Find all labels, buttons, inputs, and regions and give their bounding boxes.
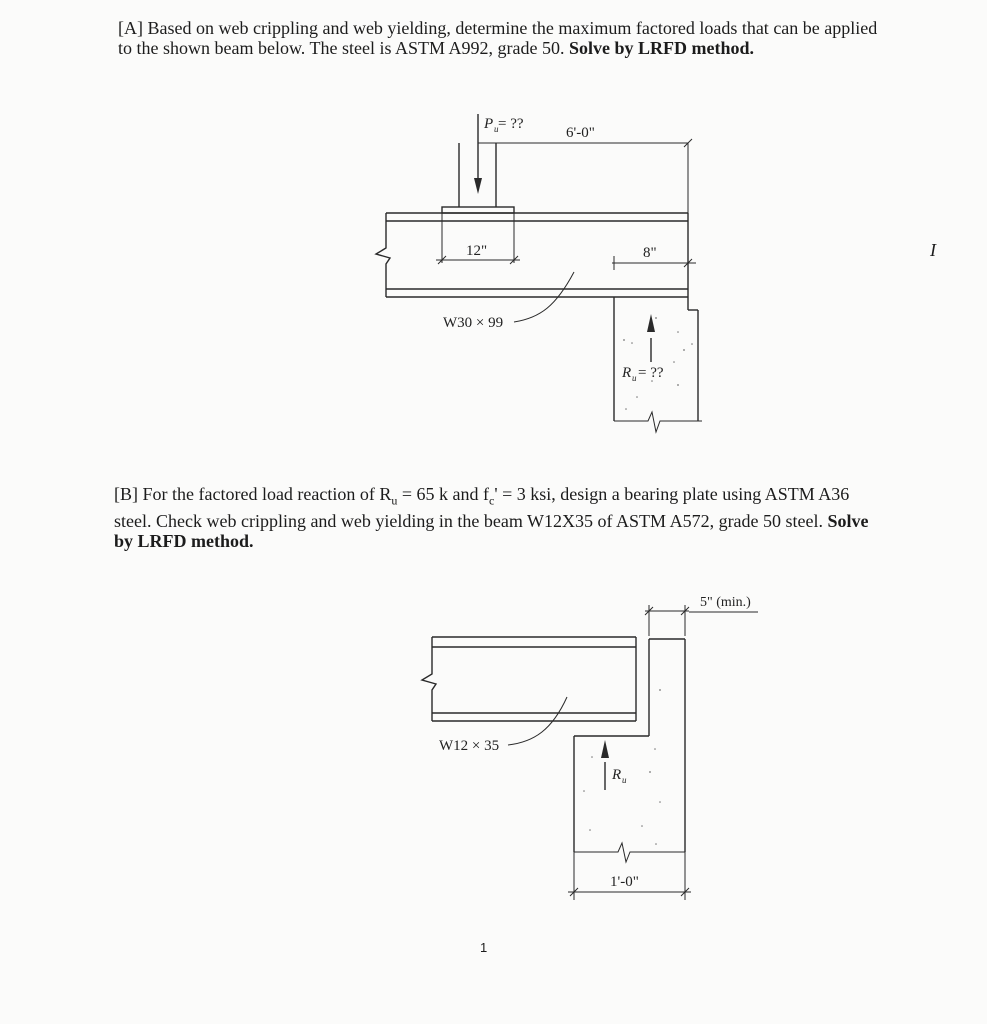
reaction-arrow-head-a [647, 314, 655, 332]
problem-b-sub-u: u [391, 493, 398, 508]
min-dim-label: 5" (min.) [700, 595, 751, 610]
load-label: P [484, 116, 494, 132]
margin-mark: I [930, 240, 936, 260]
reaction-label-sub-a: u [632, 373, 637, 383]
problem-b-mid: = 65 k and f [397, 484, 490, 504]
beam-break-line [376, 213, 390, 297]
page-number: 1 [480, 940, 488, 955]
section-label-a: W30 × 99 [443, 315, 504, 331]
section-label-b: W12 × 35 [439, 738, 500, 754]
load-arrow-head [474, 178, 482, 194]
problem-a-body: [A] Based on web crippling and web yielding, determine the maximum factored loads that can be applied to the shown beam below. The steel is ASTM A992, grade 50. [118, 18, 878, 58]
plate-dim-label: 12" [466, 243, 488, 259]
concrete-specks-a [623, 317, 693, 410]
bearing-dim-label: 8" [643, 245, 657, 261]
reaction-value-a: = ?? [638, 365, 664, 381]
figure-a-beam-diagram [0, 0, 987, 470]
width-dim-label: 1'-0" [610, 874, 639, 890]
beam-b-break-line [422, 637, 436, 721]
problem-b-post: ' = 3 ksi, design a bearing plate using ASTM A36 steel. Check web crippling and web yielding in the beam W12X35 of ASTM A572, grade 50 steel. [114, 484, 850, 531]
problem-b-pre: [B] For the factored load reaction of R [114, 484, 392, 504]
wall-break-line [574, 843, 685, 862]
problem-b-sub-c: c [489, 493, 495, 508]
problem-a-method: Solve by LRFD method. [568, 38, 754, 58]
reaction-arrow-head-b [601, 740, 609, 758]
load-value: = ?? [498, 116, 524, 132]
load-label-sub: u [494, 124, 499, 134]
reaction-label-a: R [622, 365, 632, 381]
support-break-line [614, 412, 702, 432]
reaction-label-sub-b: u [622, 775, 627, 785]
problem-b-text [114, 484, 874, 551]
section-leader-b [508, 697, 567, 745]
problem-b-method: Solve by LRFD method. [114, 510, 869, 551]
span-dim-label: 6'-0" [566, 125, 595, 141]
reaction-label-b: R [612, 767, 622, 783]
load-bearing-plate [442, 207, 514, 213]
concrete-specks-b [583, 689, 661, 845]
